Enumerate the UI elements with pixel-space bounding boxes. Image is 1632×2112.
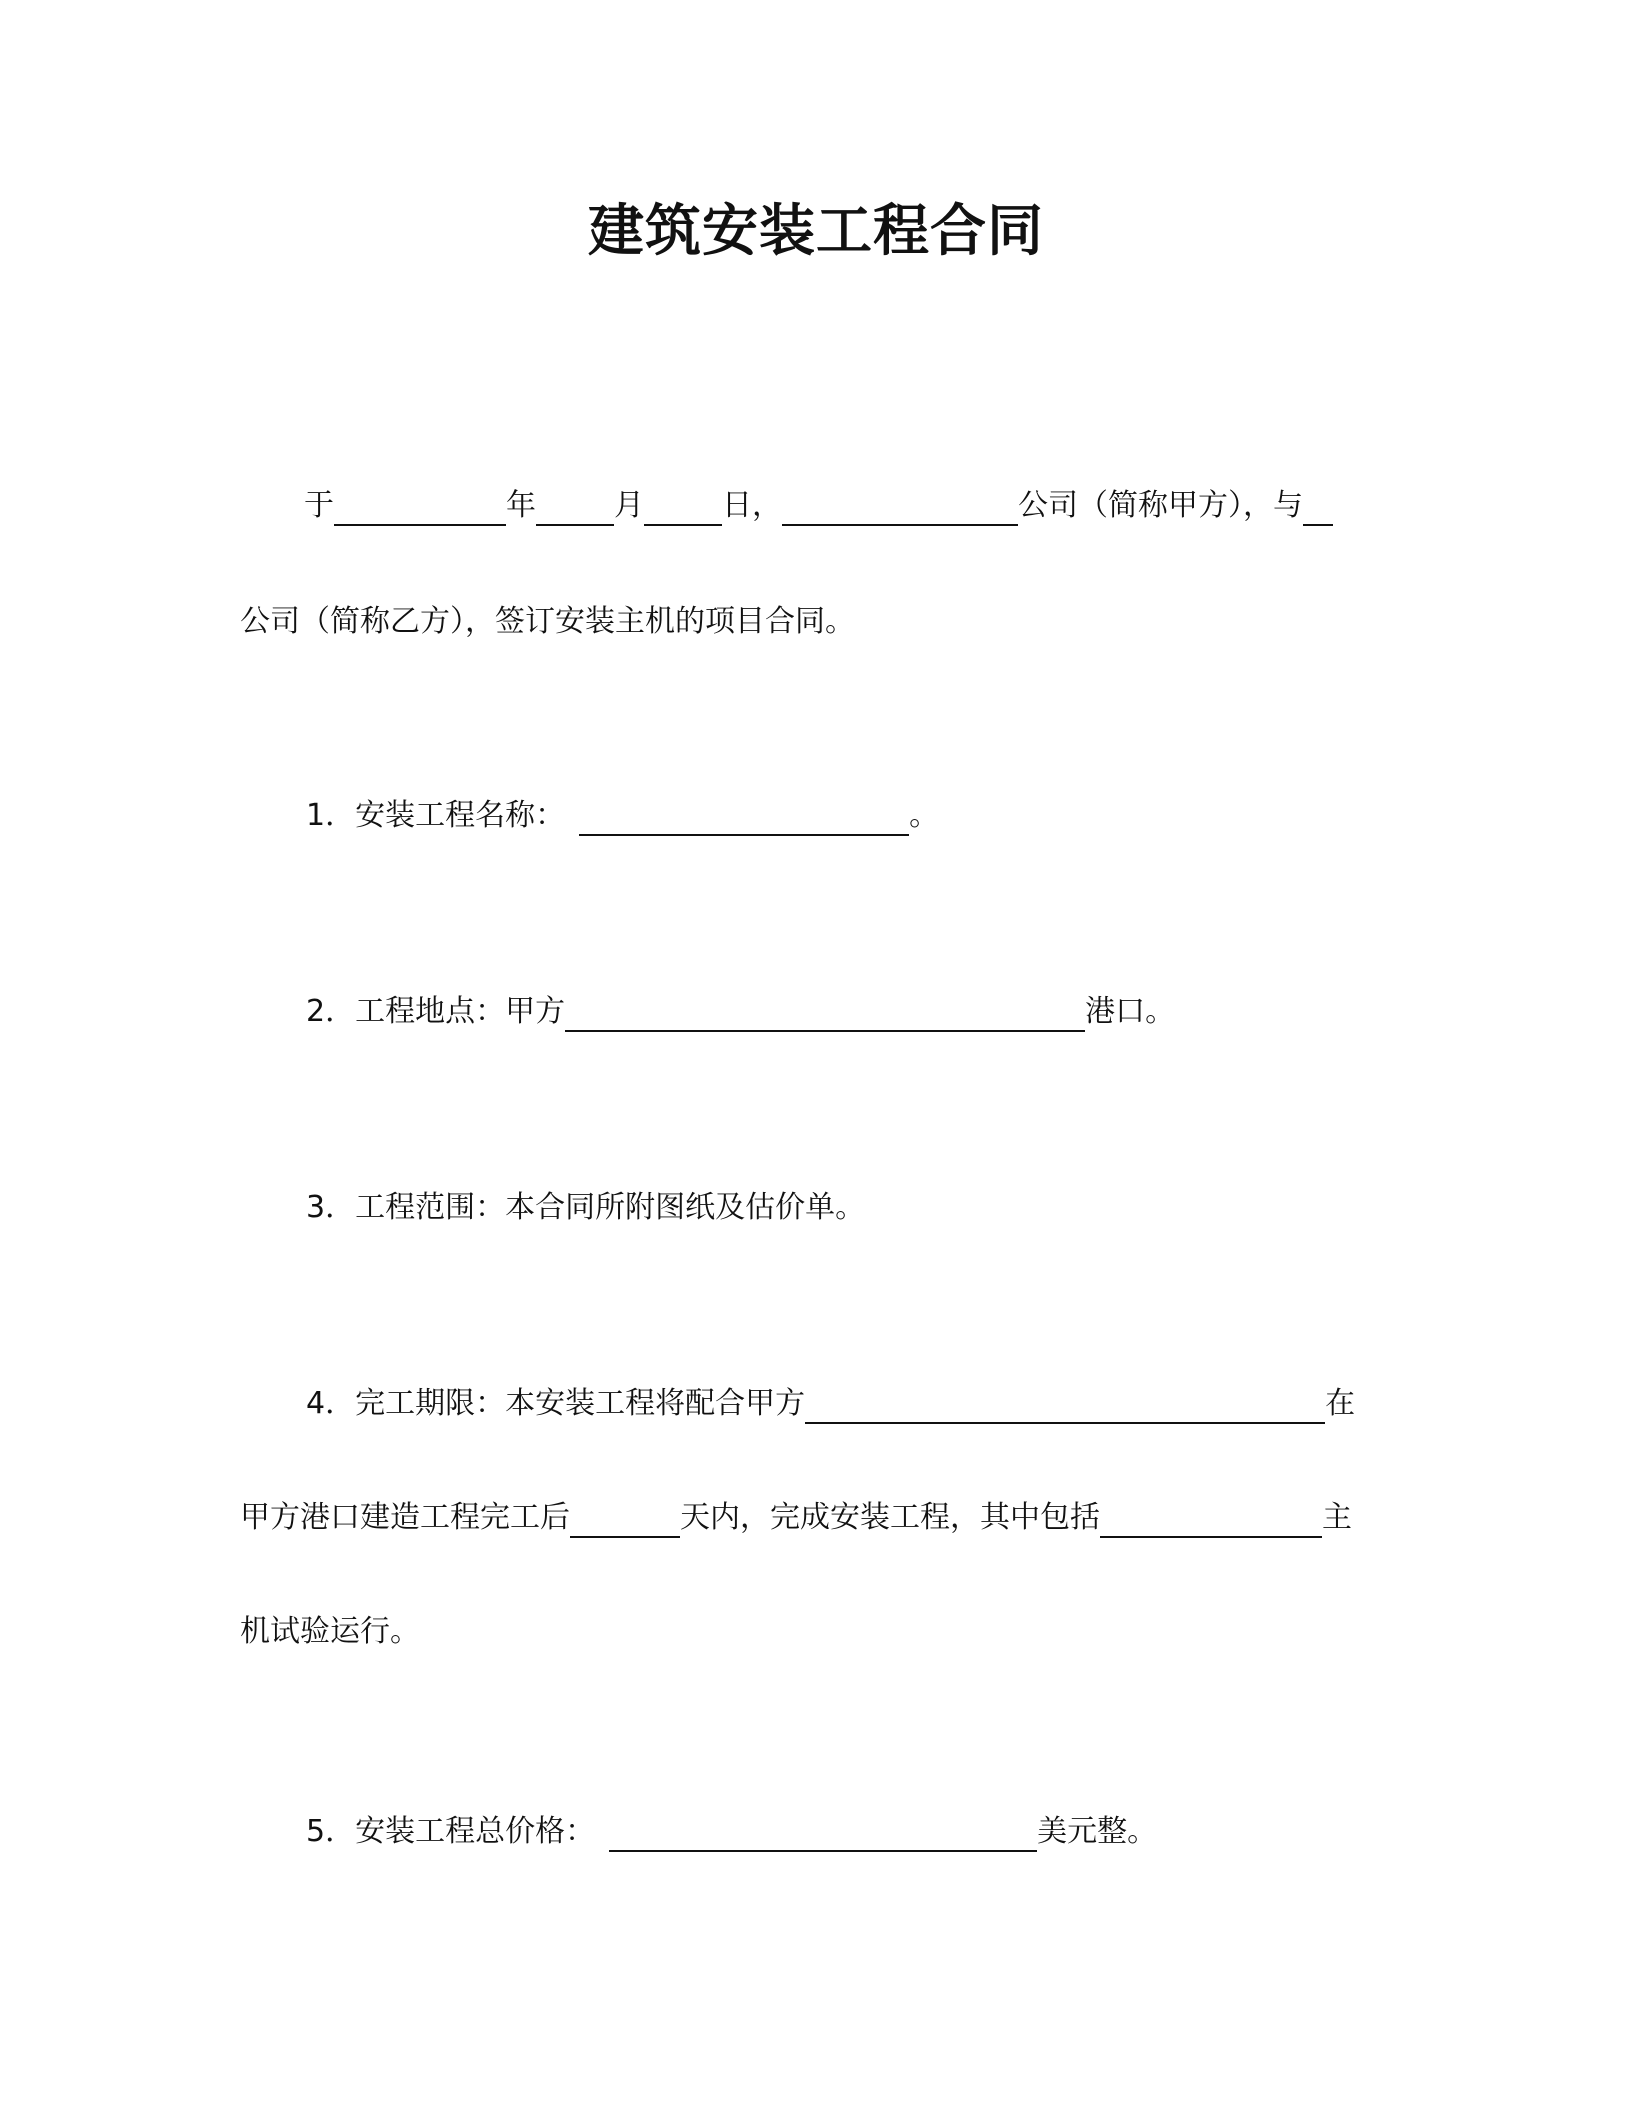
intro-text-party-b: 公司（简称乙方），签订安装主机的项目合同。 bbox=[240, 604, 855, 639]
item-3 bbox=[306, 1188, 865, 1228]
blank-day-field[interactable] bbox=[644, 488, 722, 526]
item-4-line-2-text-2: 天内，完成安装工程，其中包括 bbox=[680, 1500, 1100, 1535]
blank-party-b-field[interactable] bbox=[1303, 488, 1333, 526]
item-4-line-1 bbox=[306, 1384, 1355, 1424]
completion-coordination-field[interactable] bbox=[805, 1386, 1325, 1424]
item-4-line-3 bbox=[240, 1612, 420, 1652]
item-2-label: 2．工程地点：甲方 bbox=[306, 994, 566, 1029]
item-5-label: 5．安装工程总价格： bbox=[306, 1814, 596, 1849]
intro-text-day: 日， bbox=[722, 488, 782, 523]
blank-party-a-field[interactable] bbox=[782, 488, 1018, 526]
item-4-line-3-text: 机试验运行。 bbox=[240, 1614, 420, 1649]
days-field[interactable] bbox=[570, 1500, 680, 1538]
site-location-field[interactable] bbox=[565, 994, 1085, 1032]
blank-month-field[interactable] bbox=[536, 488, 614, 526]
item-3-text: 3．工程范围：本合同所附图纸及估价单。 bbox=[306, 1190, 866, 1225]
includes-field[interactable] bbox=[1100, 1500, 1322, 1538]
item-1 bbox=[306, 796, 939, 836]
item-5-end: 美元整。 bbox=[1037, 1814, 1158, 1849]
item-4-text-zai: 在 bbox=[1325, 1386, 1356, 1421]
item-4-label: 4．完工期限：本安装工程将配合甲方 bbox=[306, 1386, 806, 1421]
document-title: 建筑安装工程合同 bbox=[588, 199, 1044, 264]
item-4-line-2-text-1: 甲方港口建造工程完工后 bbox=[240, 1500, 570, 1535]
intro-line-2 bbox=[240, 602, 855, 642]
item-1-end: 。 bbox=[909, 798, 940, 833]
intro-text-year: 年 bbox=[506, 488, 536, 523]
intro-text-month: 月 bbox=[614, 488, 644, 523]
intro-text-party-a: 公司（简称甲方），与 bbox=[1018, 488, 1303, 523]
total-price-field[interactable] bbox=[609, 1814, 1037, 1852]
intro-line-1 bbox=[304, 486, 1333, 526]
intro-text-yu: 于 bbox=[304, 488, 334, 523]
item-5 bbox=[306, 1812, 1157, 1852]
item-2 bbox=[306, 992, 1175, 1032]
item-4-line-2 bbox=[240, 1498, 1352, 1538]
blank-year-field[interactable] bbox=[334, 488, 506, 526]
item-1-label: 1．安装工程名称： bbox=[306, 798, 566, 833]
item-2-end: 港口。 bbox=[1085, 994, 1176, 1029]
project-name-field[interactable] bbox=[579, 798, 909, 836]
item-4-line-2-text-3: 主 bbox=[1322, 1500, 1352, 1535]
